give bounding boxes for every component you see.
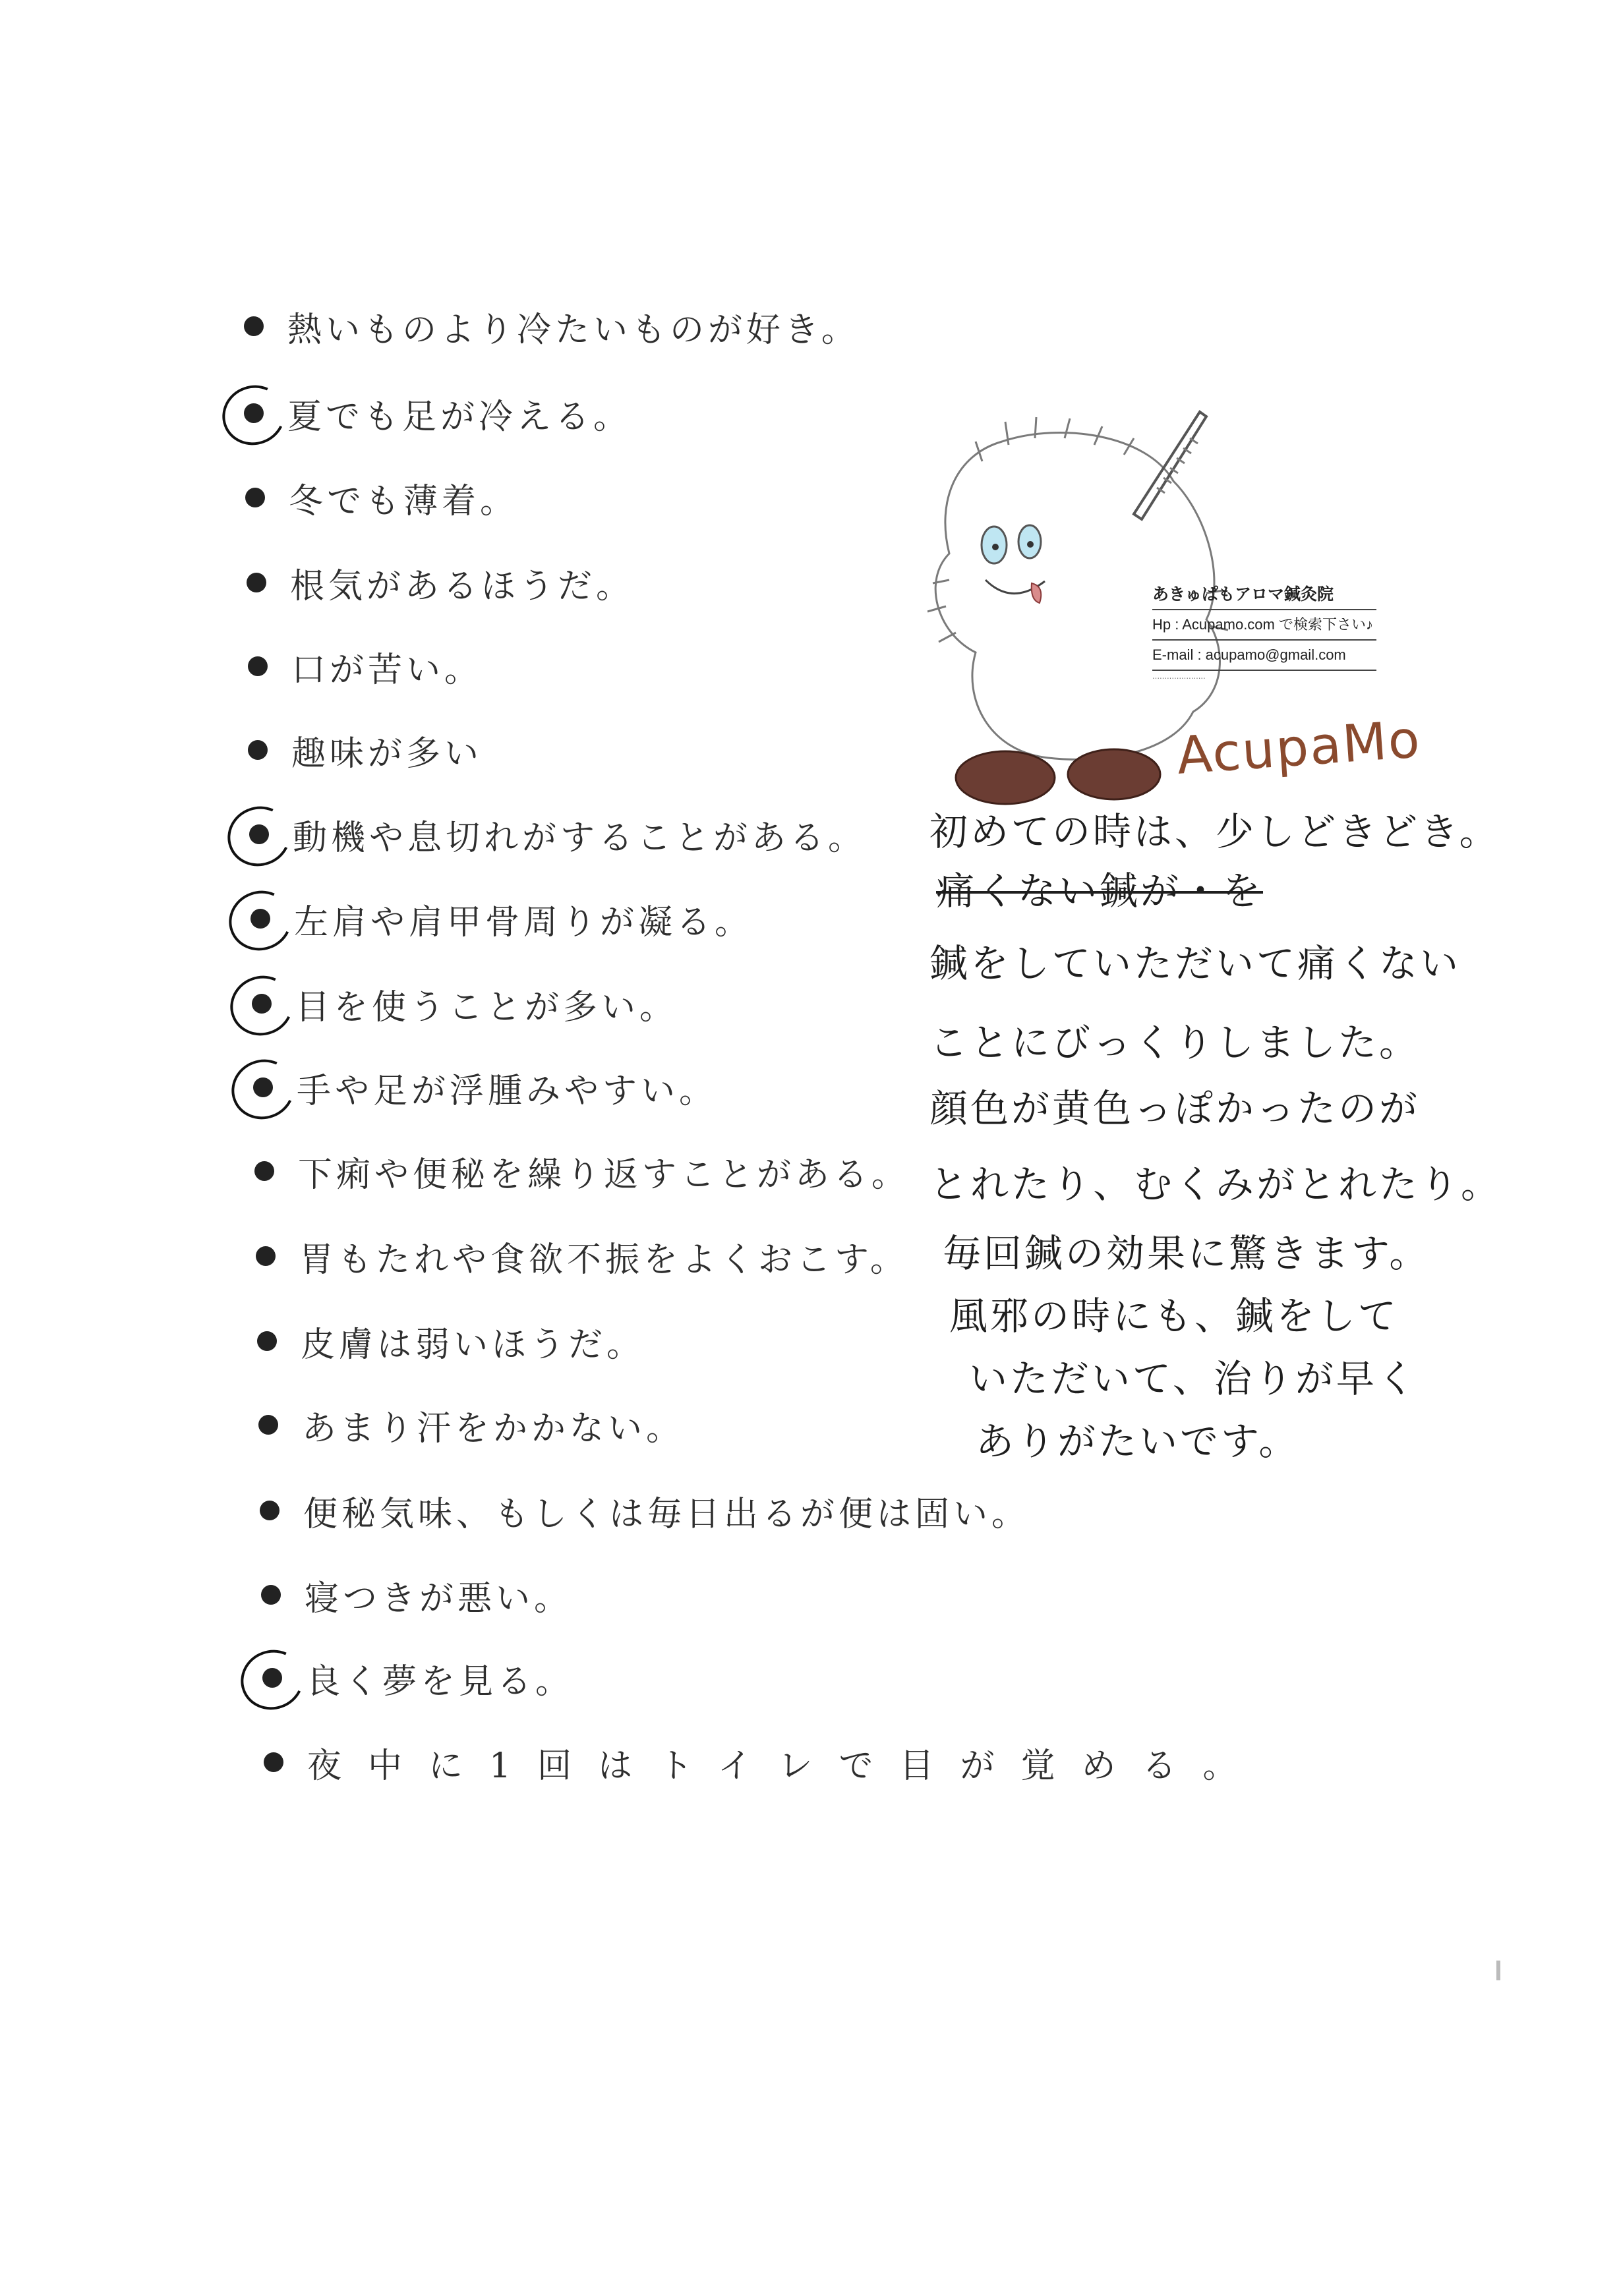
note-line: 毎回鍼の効果に驚きます。	[943, 1231, 1430, 1276]
checklist-item-text: 夜中に1回はトイレで目が覚める。	[307, 1746, 1264, 1786]
handwritten-circle-mark	[233, 1641, 312, 1718]
bullet-icon	[258, 1415, 278, 1435]
checklist-item	[257, 1315, 645, 1367]
handwritten-circle-mark	[221, 882, 301, 959]
checklist-item-text: 胃もたれや食欲不振をよくおこす。	[299, 1240, 908, 1280]
checklist-item-text: 口が苦い。	[291, 650, 483, 690]
checklist-item-text: 夏でも足が冷える。	[287, 397, 632, 437]
note-line: ありがたいです。	[976, 1419, 1300, 1464]
bullet-icon	[261, 1585, 281, 1605]
checklist-item-text: 根気があるほうだ。	[290, 566, 635, 606]
handwritten-circle-mark	[214, 376, 294, 453]
checklist-item-text: 寝つきが悪い。	[305, 1578, 573, 1619]
bullet-icon	[264, 1752, 283, 1772]
checklist-item-text: 下痢や便秘を繰り返すことがある。	[298, 1155, 910, 1195]
checklist-item	[261, 1568, 572, 1621]
checklist-item-text: 目を使うことが多い。	[295, 987, 678, 1027]
note-line-strikethrough: 痛くない鍼が・を	[936, 869, 1264, 913]
clinic-name: あきゅぱもアロマ鍼灸院	[1152, 580, 1376, 610]
bullet-icon	[254, 1161, 274, 1181]
checklist-item	[248, 640, 483, 693]
checklist-item	[247, 556, 634, 609]
checklist-item	[245, 471, 518, 524]
note-line: ことにびっくりしました。	[929, 1020, 1421, 1065]
checklist-item-text: あまり汗をかかない。	[302, 1408, 685, 1449]
checklist-item	[256, 1230, 908, 1282]
checklist-item	[262, 1651, 574, 1704]
checklist-item-text: 便秘気味、もしくは毎日出るが便は固い。	[303, 1494, 1030, 1534]
note-line: 初めての時は、少しどきどき。	[929, 809, 1500, 854]
handwritten-testimonial	[929, 801, 1523, 1464]
checklist-item	[252, 977, 678, 1030]
checklist-item	[250, 892, 753, 945]
note-line: 鍼をしていただいて痛くない	[929, 941, 1461, 986]
checklist-item-text: 熱いものより冷たいものが好き。	[287, 310, 860, 350]
checklist-item	[253, 1061, 717, 1114]
checklist-item	[260, 1484, 1030, 1537]
clinic-info-card	[1152, 580, 1376, 683]
clinic-fine-print: ‥‥‥‥‥‥‥‥‥‥‥	[1152, 673, 1206, 681]
bullet-icon	[248, 656, 268, 676]
clinic-logo: AcupaMo	[1175, 710, 1423, 786]
bullet-icon	[247, 573, 266, 592]
note-line: 顔色が黄色っぽかったのが	[929, 1086, 1421, 1131]
bullet-icon	[245, 488, 265, 507]
checklist-item	[248, 724, 483, 776]
checklist-item	[244, 300, 860, 353]
checklist-item-text: 冬でも薄着。	[289, 481, 519, 521]
handwritten-circle-mark	[223, 1050, 303, 1128]
bullet-icon	[244, 316, 264, 336]
checklist-item	[264, 1736, 1264, 1789]
clinic-homepage: Hp : Acupamo.com で検索下さい♪	[1152, 610, 1376, 641]
note-line: いただいて、治りが早く	[969, 1356, 1418, 1401]
bullet-icon	[257, 1331, 277, 1351]
handwritten-circle-mark	[220, 797, 299, 875]
checklist-item	[254, 1145, 910, 1197]
checklist-item-text: 良く夢を見る。	[306, 1661, 574, 1702]
checklist-item	[249, 808, 866, 861]
scan-artifact	[1496, 1961, 1500, 1980]
bullet-icon	[256, 1246, 276, 1266]
bullet-icon	[248, 740, 268, 760]
handwritten-circle-mark	[222, 967, 302, 1044]
note-line: とれたり、むくみがとれたり。	[929, 1162, 1502, 1207]
clinic-stamp	[897, 382, 1424, 817]
checklist-item-text: 左肩や肩甲骨周りが凝る。	[294, 902, 753, 942]
checklist-item-text: 趣味が多い	[291, 733, 483, 774]
checklist-item-text: 動機や息切れがすることがある。	[293, 818, 867, 858]
bullet-icon	[260, 1501, 280, 1520]
checklist-item	[258, 1398, 684, 1451]
checklist-item-text: 皮膚は弱いほうだ。	[301, 1325, 645, 1365]
clinic-email: E-mail : acupamo@gmail.com	[1152, 641, 1376, 671]
note-line: 風邪の時にも、鍼をして	[949, 1294, 1399, 1338]
checklist-item-text: 手や足が浮腫みやすい。	[297, 1071, 718, 1111]
checklist-item	[244, 387, 632, 440]
